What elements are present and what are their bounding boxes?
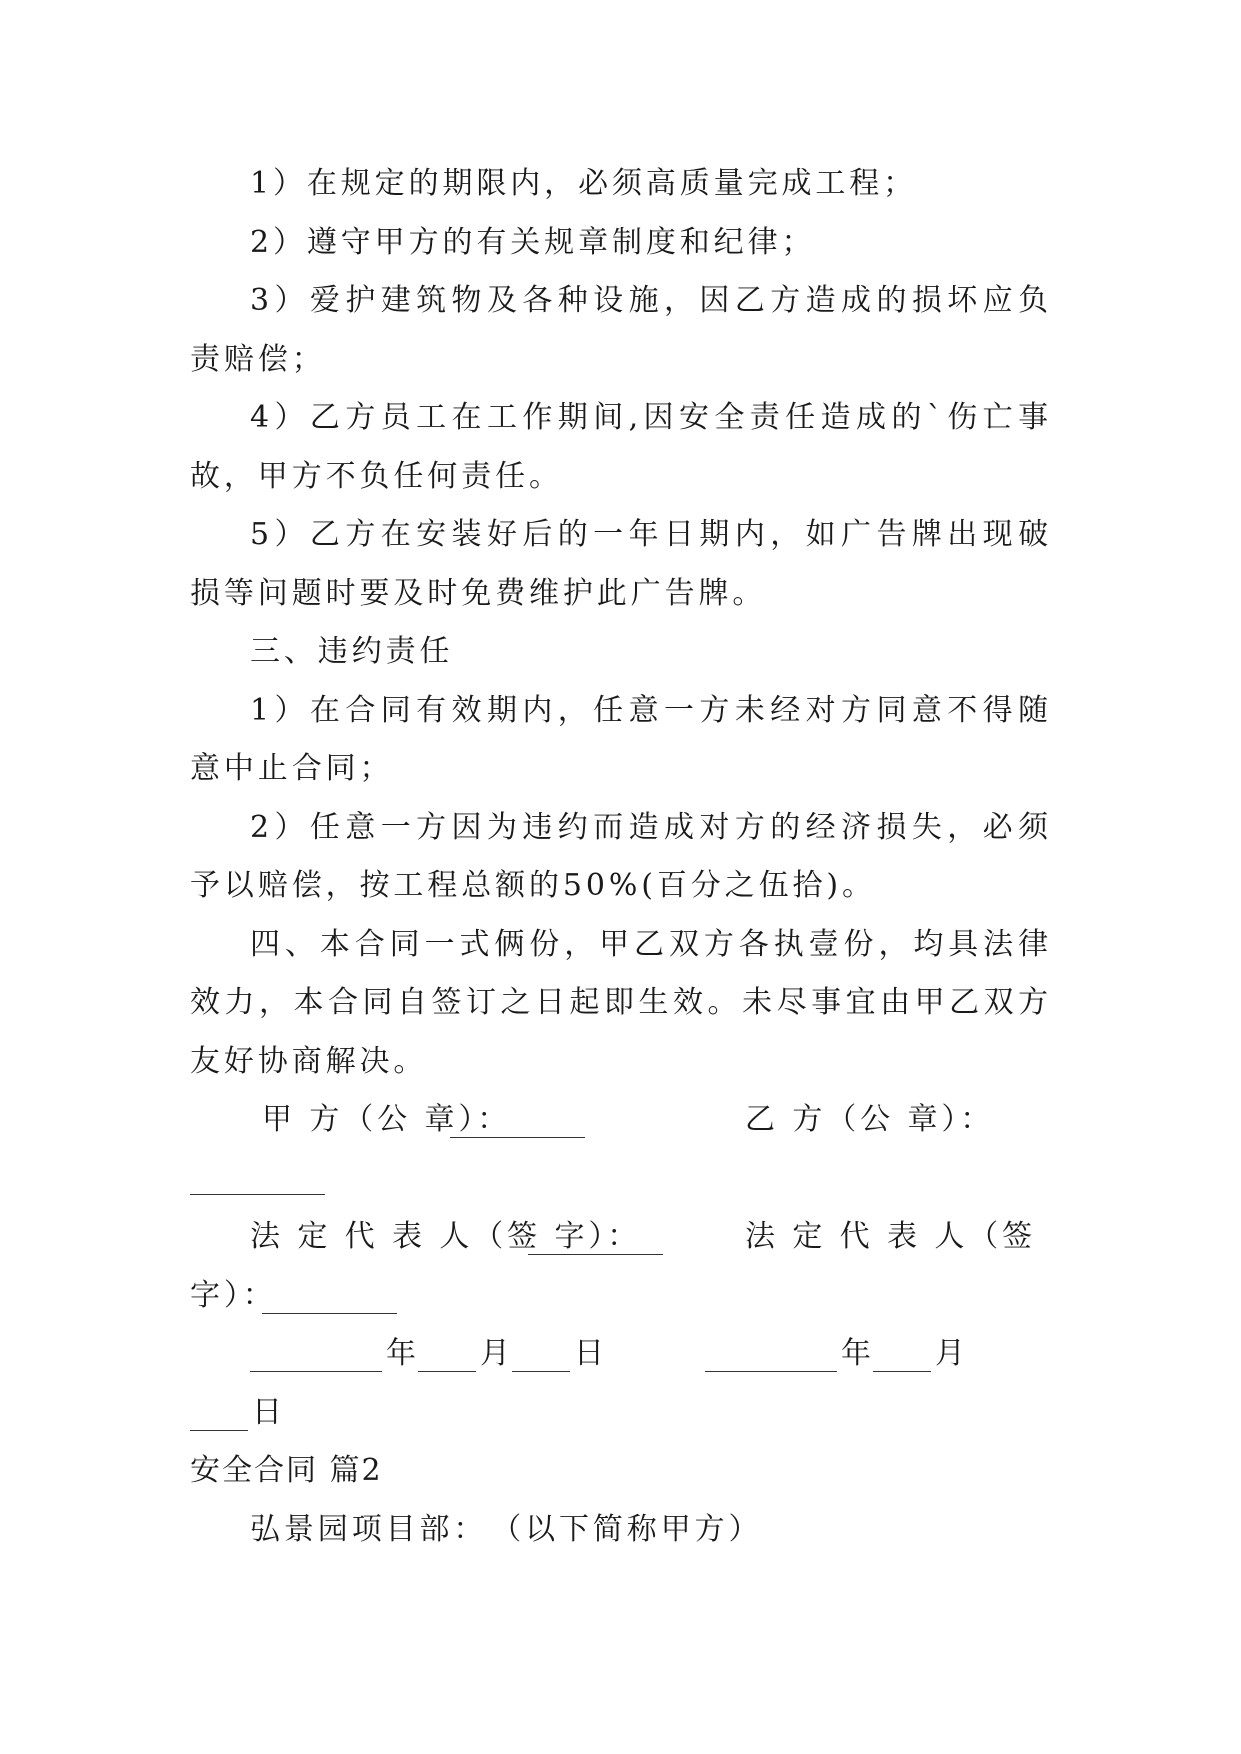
clause-4: 4）乙方员工在工作期间,因安全责任造成的`伤亡事故，甲方不负任何责任。 xyxy=(190,400,1052,494)
seal-line xyxy=(190,1091,1052,1150)
party-b-rep-label: 法 定 代 表 人（签 xyxy=(745,1219,1037,1254)
rep-line-continued xyxy=(190,1267,1052,1326)
rep-line xyxy=(190,1208,1052,1267)
section-title: 安全合同 篇2 xyxy=(190,1453,383,1488)
party-b-seal-blank xyxy=(190,1168,325,1195)
clause-1: 1）在规定的期限内，必须高质量完成工程； xyxy=(250,166,918,201)
party-b-seal-label: 乙 方（公 章）： xyxy=(745,1102,995,1137)
copies-clause: 四、本合同一式俩份，甲乙双方各执壹份，均具法律效力，本合同自签订之日起即生效。未尽事宜由甲乙双方友好协商解决。 xyxy=(190,926,1052,1079)
party-a-seal-blank xyxy=(450,1111,585,1138)
party-b-month-blank xyxy=(873,1345,931,1372)
clause-5: 5）乙方在安装好后的一年日期内，如广告牌出现破损等问题时要及时免费维护此广告牌。 xyxy=(190,517,1052,611)
date-line-continued xyxy=(190,1384,1052,1443)
party-a-rep-blank xyxy=(528,1228,663,1255)
party-b-day-blank xyxy=(190,1404,248,1431)
document-page xyxy=(190,155,1052,1559)
party-b-rep-label-cont: 字）： xyxy=(190,1277,277,1313)
party-b-month-label: 月 xyxy=(935,1336,969,1371)
party-a-month-blank xyxy=(418,1345,476,1372)
party-b-year-label: 年 xyxy=(841,1336,875,1371)
party-b-day-label: 日 xyxy=(252,1394,286,1430)
party-b-year-blank xyxy=(705,1345,837,1372)
party-a-month-label: 月 xyxy=(480,1336,514,1371)
party-a-year-blank xyxy=(250,1345,382,1372)
seal-line-continued xyxy=(190,1150,1052,1209)
party-a-day-blank xyxy=(512,1345,570,1372)
breach-clause-1: 1）在合同有效期内，任意一方未经对方同意不得随意中止合同； xyxy=(190,692,1052,786)
party-a-seal-label: 甲 方（公 章）： xyxy=(262,1102,512,1137)
clause-3: 3）爱护建筑物及各种设施，因乙方造成的损坏应负责赔偿； xyxy=(190,283,1052,377)
party-a-rep-label: 法 定 代 表 人（签 字）： xyxy=(250,1219,642,1254)
project-line: 弘景园项目部： （以下简称甲方） xyxy=(250,1511,763,1547)
section-breach-heading: 三、违约责任 xyxy=(250,634,454,669)
party-a-day-label: 日 xyxy=(574,1336,608,1371)
party-a-year-label: 年 xyxy=(386,1336,420,1371)
party-b-rep-blank xyxy=(262,1287,397,1314)
date-line xyxy=(190,1325,1052,1384)
clause-2: 2）遵守甲方的有关规章制度和纪律； xyxy=(250,224,816,260)
breach-clause-2: 2）任意一方因为违约而造成对方的经济损失，必须予以赔偿，按工程总额的50%(百分之伍拾)。 xyxy=(190,809,1052,903)
